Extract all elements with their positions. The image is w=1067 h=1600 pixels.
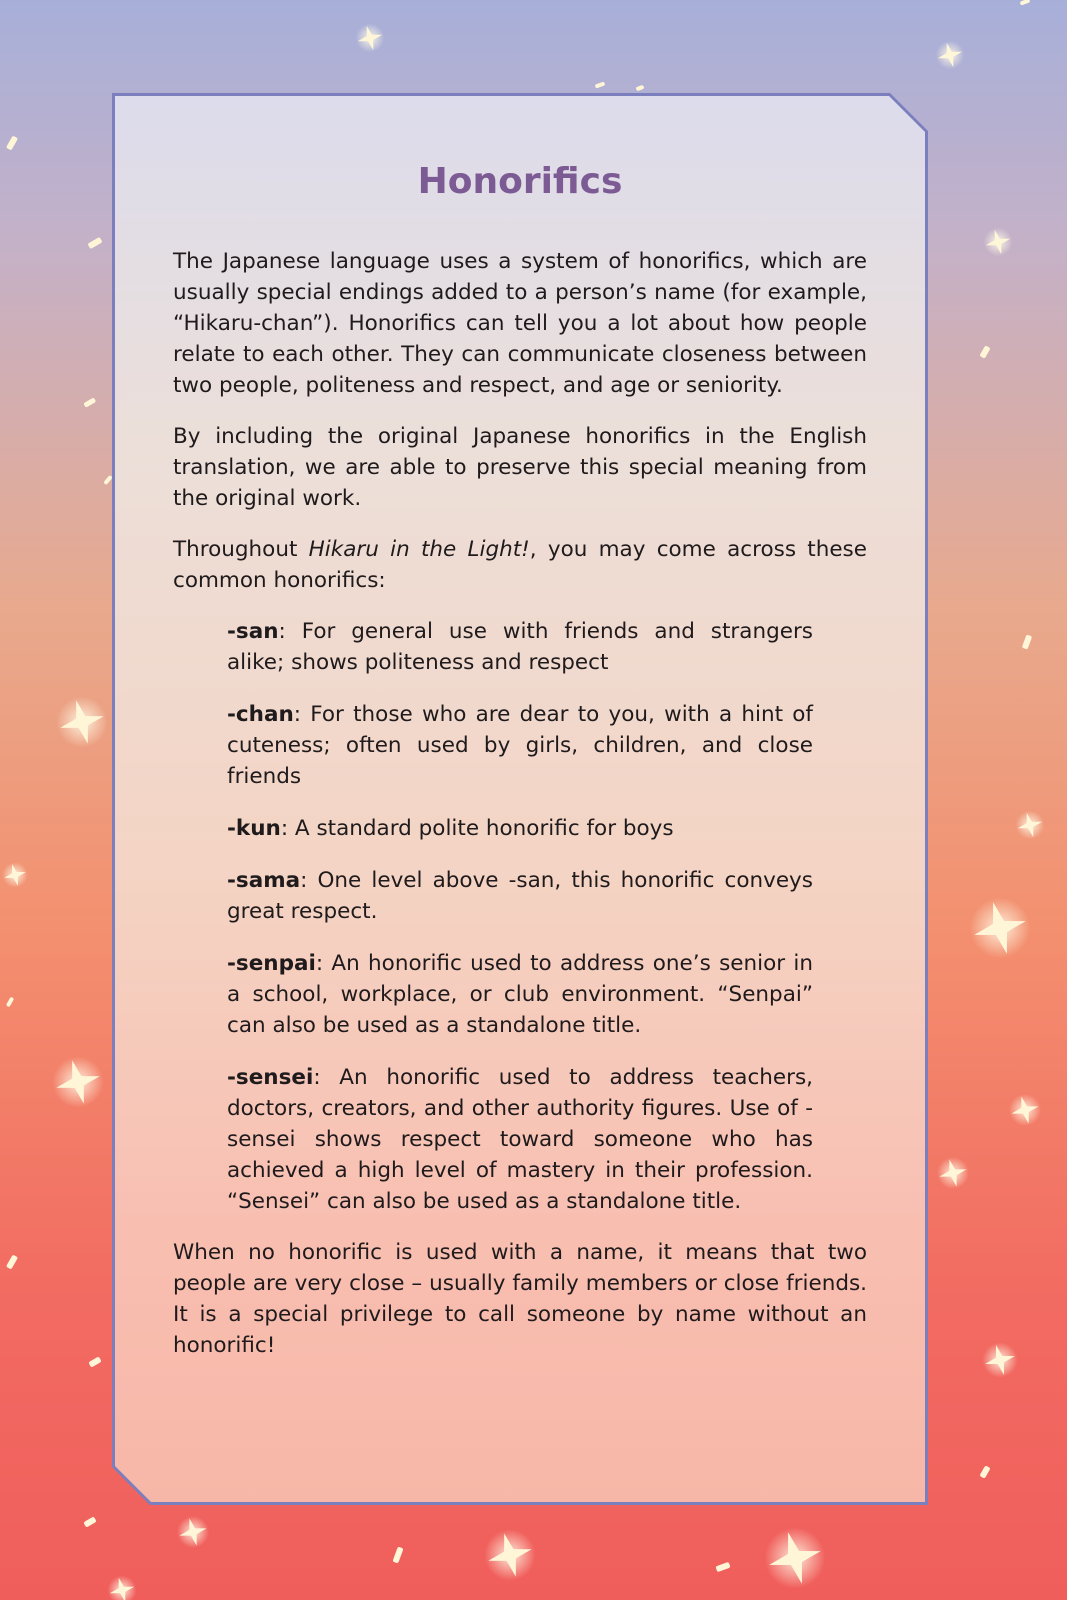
sparkle-star-icon (963, 891, 1037, 965)
sparkle-fleck-icon (636, 85, 645, 91)
translation-paragraph: By including the original Japanese honorifics in the English translation, we are able to preserve this special meaning from the original work. (173, 424, 867, 511)
honorific-term: -san (227, 619, 279, 644)
sparkle-star-icon (479, 1524, 542, 1587)
honorific-definition: : A standard polite honorific for boys (280, 816, 674, 841)
book-title: Hikaru in the Light! (308, 537, 530, 562)
sparkle-star-icon (1012, 807, 1047, 842)
sparkle-fleck-icon (979, 1465, 990, 1478)
sparkle-star-icon (173, 1512, 212, 1551)
honorific-definition: : An honorific used to address teachers, doctors, creators, and other authority figures. Use of -sensei shows respect toward someone who has achieved a high level of mastery in their profession. “Sensei” can also be used as a standalone title. (227, 1065, 813, 1214)
closing-paragraph: When no honorific is used with a name, it means that two people are very close – usually family members or close friends. It is a special privilege to call someone by name without an honorific! (173, 1240, 867, 1358)
sparkle-star-icon (980, 224, 1015, 259)
sparkle-fleck-icon (6, 135, 18, 150)
honorifics-list (173, 616, 867, 1217)
honorific-definition: : An honorific used to address one’s senior in a school, workplace, or club environment. “Senpai” can also be used as a standalone title. (227, 951, 813, 1038)
sparkle-fleck-icon (392, 1546, 403, 1563)
sparkle-star-icon (758, 1521, 832, 1595)
sparkle-fleck-icon (88, 1356, 101, 1367)
sparkle-fleck-icon (595, 81, 606, 88)
throughout-paragraph (173, 534, 867, 596)
sparkle-star-icon (932, 37, 967, 72)
sparkle-star-icon (104, 1572, 139, 1600)
honorific-item-senpai (227, 948, 813, 1041)
sparkle-star-icon (0, 859, 31, 890)
honorific-item-sensei (227, 1062, 813, 1217)
honorific-term: -sama (227, 868, 301, 893)
sparkle-star-icon (933, 1153, 972, 1192)
sparkle-fleck-icon (83, 1516, 96, 1527)
sparkle-star-icon (978, 1338, 1021, 1381)
sparkle-star-icon (1005, 1090, 1044, 1129)
sparkle-star-icon (51, 691, 114, 754)
honorific-term: -sensei (227, 1065, 314, 1090)
throughout-text-before: Throughout (173, 537, 309, 562)
sparkle-fleck-icon (103, 475, 112, 485)
honorific-term: -senpai (227, 951, 316, 976)
honorific-item-kun (227, 813, 813, 844)
sparkle-star-icon (352, 20, 387, 55)
honorifics-content (173, 160, 867, 1381)
sparkle-fleck-icon (6, 997, 14, 1008)
page-title: Honorifics (417, 161, 623, 202)
sparkle-fleck-icon (1020, 0, 1031, 6)
sparkle-star-icon (47, 1051, 110, 1114)
sparkle-fleck-icon (83, 397, 96, 407)
honorific-term: -kun (227, 816, 281, 841)
honorific-item-chan (227, 699, 813, 792)
sparkle-fleck-icon (715, 1562, 730, 1572)
throughout-text-after: , you may come across these common honorifics: (173, 537, 867, 593)
sparkle-fleck-icon (1022, 634, 1032, 649)
honorific-item-sama (227, 865, 813, 927)
honorific-definition: : One level above -san, this honorific conveys great respect. (227, 868, 813, 924)
sparkle-fleck-icon (979, 345, 990, 358)
honorific-definition: : For general use with friends and strangers alike; shows politeness and respect (227, 619, 813, 675)
honorific-item-san (227, 616, 813, 678)
sparkle-fleck-icon (87, 237, 102, 249)
sparkle-fleck-icon (6, 1254, 18, 1269)
intro-paragraph: The Japanese language uses a system of honorifics, which are usually special endings added to a person’s name (for example, “Hikaru-chan”). Honorifics can tell you a lot about how people relate to each other. They can communicate closeness between two people, politeness and respect, and age or seniority. (173, 249, 867, 398)
honorific-term: -chan (227, 702, 294, 727)
honorific-definition: : For those who are dear to you, with a hint of cuteness; often used by girls, children, and close friends (227, 702, 813, 789)
